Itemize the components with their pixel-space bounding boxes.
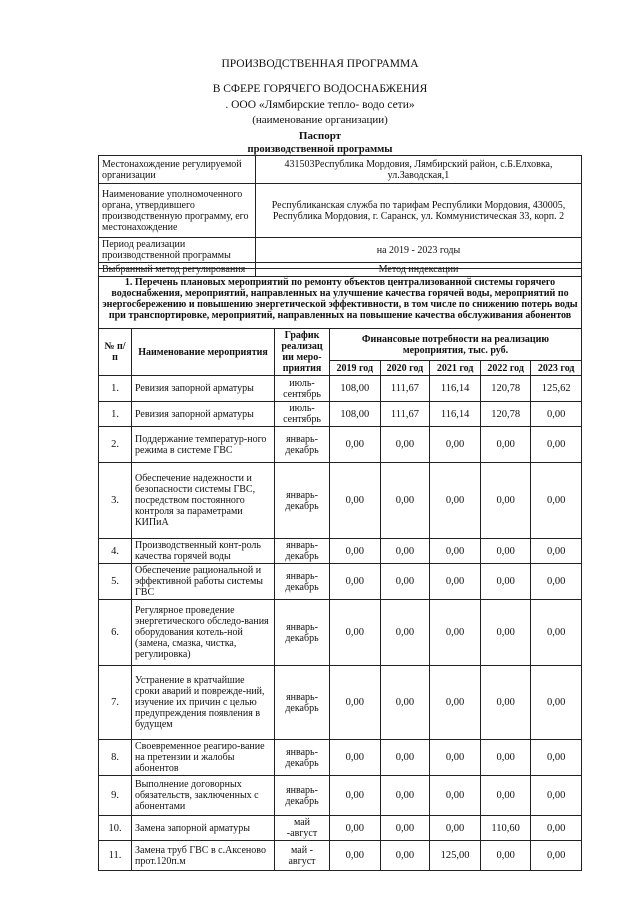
measure-schedule: январь-декабрь [275, 463, 330, 539]
table-row [99, 740, 582, 776]
finance-value: 0,00 [380, 816, 430, 841]
passport-table [98, 155, 582, 277]
finance-value: 120,78 [480, 376, 531, 402]
col-schedule-header: График реализац ии меро- приятия [275, 329, 330, 376]
organization-name: . ООО «Лямбирские тепло- водо сети» [225, 99, 415, 111]
passport-label: Выбранный метод регулирования [99, 263, 256, 277]
finance-value: 0,00 [330, 841, 381, 871]
program-subtitle: В СФЕРЕ ГОРЯЧЕГО ВОДОСНАБЖЕНИЯ [212, 83, 428, 95]
finance-value: 110,60 [480, 816, 531, 841]
finance-value: 0,00 [430, 463, 481, 539]
finance-value: 0,00 [480, 776, 531, 816]
finance-value: 111,67 [380, 402, 430, 427]
year-header: 2021 год [430, 361, 481, 376]
measure-name: Замена запорной арматуры [132, 816, 275, 841]
year-header: 2023 год [531, 361, 582, 376]
measure-name: Поддержание температур-ного режима в системе ГВС [132, 427, 275, 463]
table-row [99, 600, 582, 666]
measure-schedule: январь-декабрь [275, 600, 330, 666]
program-title: ПРОИЗВОДСТВЕННАЯ ПРОГРАММА [221, 58, 419, 70]
table-row [99, 564, 582, 600]
row-number: 3. [99, 463, 132, 539]
passport-heading: Паспорт [298, 130, 342, 142]
measure-name: Ревизия запорной арматуры [132, 376, 275, 402]
measure-name: Обеспечение рациональной и эффективной работы системы ГВС [132, 564, 275, 600]
row-number: 8. [99, 740, 132, 776]
finance-value: 0,00 [430, 740, 481, 776]
finance-value: 0,00 [330, 740, 381, 776]
finance-value: 0,00 [531, 539, 582, 564]
finance-value: 0,00 [480, 463, 531, 539]
finance-value: 0,00 [380, 463, 430, 539]
row-number: 6. [99, 600, 132, 666]
measure-schedule: январь-декабрь [275, 564, 330, 600]
finance-value: 0,00 [531, 402, 582, 427]
measure-schedule: май -август [275, 816, 330, 841]
finance-value: 108,00 [330, 402, 381, 427]
measure-schedule: май - август [275, 841, 330, 871]
measure-schedule: январь-декабрь [275, 539, 330, 564]
finance-value: 0,00 [430, 816, 481, 841]
row-number: 2. [99, 427, 132, 463]
measure-schedule: январь-декабрь [275, 776, 330, 816]
finance-value: 0,00 [380, 564, 430, 600]
finance-value: 0,00 [480, 539, 531, 564]
row-number: 7. [99, 666, 132, 740]
finance-value: 0,00 [480, 427, 531, 463]
table-row [99, 816, 582, 841]
finance-value: 108,00 [330, 376, 381, 402]
finance-value: 0,00 [531, 666, 582, 740]
passport-subheading: производственной программы [247, 144, 393, 155]
finance-value: 0,00 [430, 427, 481, 463]
finance-value: 0,00 [430, 600, 481, 666]
table-row [99, 841, 582, 871]
measures-table [98, 268, 582, 871]
table-row [99, 427, 582, 463]
finance-value: 0,00 [330, 666, 381, 740]
col-name-header: Наименование мероприятия [132, 329, 275, 376]
finance-value: 0,00 [380, 666, 430, 740]
finance-value: 0,00 [330, 816, 381, 841]
row-number: 9. [99, 776, 132, 816]
finance-value: 0,00 [531, 740, 582, 776]
measure-name: Регулярное проведение энергетического обследо-вания оборудования котель-ной (замена, смазка, чистка, регулировка) [132, 600, 275, 666]
finance-value: 0,00 [531, 463, 582, 539]
measure-schedule: июль-сентябрь [275, 376, 330, 402]
passport-label: Период реализации производственной программы [99, 238, 256, 263]
finance-value: 120,78 [480, 402, 531, 427]
passport-label: Местонахождение регулируемой организации [99, 156, 256, 184]
finance-value: 0,00 [330, 427, 381, 463]
table-row [99, 402, 582, 427]
finance-value: 0,00 [531, 841, 582, 871]
finance-value: 0,00 [430, 564, 481, 600]
row-number: 1. [99, 376, 132, 402]
finance-value: 0,00 [330, 539, 381, 564]
measure-name: Выполнение договорных обязательств, заключенных с абонентами [132, 776, 275, 816]
finance-value: 0,00 [480, 740, 531, 776]
table-row [99, 776, 582, 816]
measure-name: Производственный конт-роль качества горячей воды [132, 539, 275, 564]
row-number: 11. [99, 841, 132, 871]
section-title: 1. Перечень плановых мероприятий по ремонту объектов централизованной системы горячего водоснабжения, мероприятий, направленных на улучшение качества горячей воды, мероприятий по энергосбережению и повышению энергетической эффективности, в том числе по снижению потерь воды при транспортировке, мероприятий, направленных на повышение качества обслуживания абонентов [99, 269, 582, 329]
finance-value: 125,00 [430, 841, 481, 871]
col-finance-header: Финансовые потребности на реализацию мероприятия, тыс. руб. [330, 329, 582, 361]
finance-value: 0,00 [430, 539, 481, 564]
passport-label: Наименование уполномоченного органа, утвердившего производственную программу, его местонахождение [99, 184, 256, 238]
finance-value: 0,00 [380, 427, 430, 463]
measure-schedule: январь-декабрь [275, 666, 330, 740]
row-number: 5. [99, 564, 132, 600]
finance-value: 0,00 [480, 564, 531, 600]
organization-caption: (наименование организации) [252, 114, 388, 126]
year-header: 2022 год [480, 361, 531, 376]
finance-value: 0,00 [380, 776, 430, 816]
passport-value: 431503Республика Мордовия, Лямбирский район, с.Б.Елховка, ул.Заводская,1 [256, 156, 582, 184]
measure-name: Замена труб ГВС в с.Аксеново прот.120п.м [132, 841, 275, 871]
finance-value: 0,00 [430, 666, 481, 740]
measure-name: Устранение в кратчайшие сроки аварий и поврежде-ний, изучение их причин с целью предупреждения появления в будущем [132, 666, 275, 740]
year-header: 2020 год [380, 361, 430, 376]
measure-schedule: январь-декабрь [275, 740, 330, 776]
finance-value: 0,00 [330, 564, 381, 600]
finance-value: 0,00 [380, 600, 430, 666]
table-row [99, 376, 582, 402]
finance-value: 0,00 [430, 776, 481, 816]
finance-value: 0,00 [380, 841, 430, 871]
passport-value: Метод индексации [256, 263, 582, 277]
passport-value: Республиканская служба по тарифам Республики Мордовия, 430005, Республика Мордовия, г. Саранск, ул. Коммунистическая 33, корп. 2 [256, 184, 582, 238]
finance-value: 116,14 [430, 402, 481, 427]
passport-value: на 2019 - 2023 годы [256, 238, 582, 263]
measure-schedule: июль-сентябрь [275, 402, 330, 427]
row-number: 1. [99, 402, 132, 427]
finance-value: 0,00 [531, 427, 582, 463]
finance-value: 111,67 [380, 376, 430, 402]
finance-value: 0,00 [380, 539, 430, 564]
table-row [99, 539, 582, 564]
row-number: 4. [99, 539, 132, 564]
table-row [99, 666, 582, 740]
passport-row [99, 184, 582, 238]
finance-value: 0,00 [380, 740, 430, 776]
passport-row [99, 156, 582, 184]
measure-name: Обеспечение надежности и безопасности системы ГВС, посредством постоянного контроля за параметрами КИПиА [132, 463, 275, 539]
finance-value: 0,00 [330, 600, 381, 666]
finance-value: 0,00 [480, 600, 531, 666]
finance-value: 0,00 [531, 816, 582, 841]
finance-value: 0,00 [531, 564, 582, 600]
finance-value: 0,00 [330, 776, 381, 816]
finance-value: 0,00 [531, 776, 582, 816]
finance-value: 0,00 [531, 600, 582, 666]
table-row [99, 463, 582, 539]
col-num-header: № п/п [99, 329, 132, 376]
finance-value: 0,00 [480, 841, 531, 871]
measure-schedule: январь-декабрь [275, 427, 330, 463]
finance-value: 0,00 [330, 463, 381, 539]
finance-value: 116,14 [430, 376, 481, 402]
passport-row [99, 238, 582, 263]
measure-name: Ревизия запорной арматуры [132, 402, 275, 427]
measure-name: Своевременное реагиро-вание на претензии и жалобы абонентов [132, 740, 275, 776]
row-number: 10. [99, 816, 132, 841]
year-header: 2019 год [330, 361, 381, 376]
finance-value: 125,62 [531, 376, 582, 402]
finance-value: 0,00 [480, 666, 531, 740]
